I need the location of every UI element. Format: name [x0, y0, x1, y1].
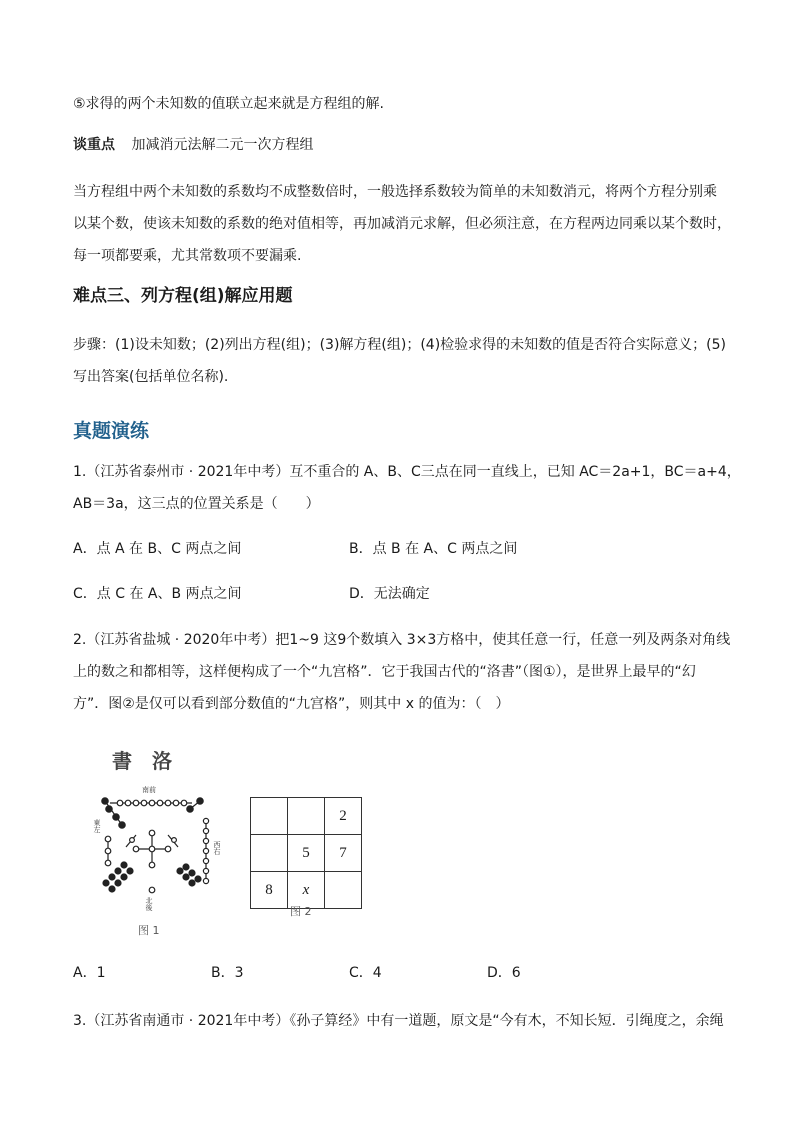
grid-cell-r1c3: 2 [339, 807, 347, 824]
grid-cell-r2c1 [251, 835, 287, 871]
grid-cell-r2c3: 7 [339, 844, 347, 861]
q3-line-1: 3.（江苏省南通市 · 2021年中考）《孙子算经》中有一道题，原文是“今有木，不知长短．引绳度之，余绳 [73, 1013, 724, 1029]
grid-cell-r3c3 [325, 872, 361, 908]
paragraph-line-2: 以某个数，使该未知数的系数的绝对值相等，再加减消元求解，但必须注意，在方程两边同乘以某个数时， [73, 216, 731, 232]
paragraph-line-1: 当方程组中两个未知数的系数均不成整数倍时，一般选择系数较为简单的未知数消元，将两个方程分别乘 [73, 184, 717, 200]
steps-line-1: 步骤：(1)设未知数；(2)列出方程(组)；(3)解方程(组)；(4)检验求得的未知数的值是否符合实际意义；(5) [73, 337, 727, 353]
magic-square-grid [250, 797, 362, 909]
grid-cell-r1c1 [251, 798, 287, 834]
section-title-practice: 真题演练 [73, 420, 150, 442]
q1-line-1: 1.（江苏省泰州市 · 2021年中考）互不重合的 A、B、C三点在同一直线上，已知 AC＝2a+1，BC＝a+4， [73, 464, 741, 480]
label-north: 北後 [145, 897, 153, 911]
section-title-difficulty3: 难点三、列方程(组)解应用题 [73, 286, 293, 306]
luoshu-diagram [92, 745, 222, 940]
focus-label: 谈重点 [73, 137, 115, 153]
paragraph-line-3: 每一项都要乘，尤其常数项不要漏乘. [73, 248, 302, 264]
label-east: 東左 [93, 819, 101, 833]
grid-cell-r3c2: x [302, 881, 310, 898]
caption-figure-2: 图 2 [290, 905, 312, 918]
q2-line-2: 上的数之和都相等，这样便构成了一个“九宫格”．它于我国古代的“洛書”（图①），是世界上最早的“幻 [73, 664, 696, 680]
focus-title: 加减消元法解二元一次方程组 [131, 137, 314, 153]
q2-option-b[interactable]: B．3 [211, 965, 244, 981]
label-south: 南前 [142, 786, 156, 794]
q2-line-1: 2.（江苏省盐城 · 2020年中考）把1~9 这9个数填入 3×3方格中，使其任意一行，任意一列及两条对角线 [73, 632, 731, 648]
step5-text: ⑤求得的两个未知数的值联立起来就是方程组的解. [73, 96, 384, 112]
grid-cell-r1c2 [288, 798, 324, 834]
luoshu-figure [92, 745, 222, 940]
focus-heading [73, 135, 313, 155]
grid-cell-r2c2: 5 [302, 844, 310, 861]
q1-option-a[interactable]: A．点 A 在 B、C 两点之间 [73, 541, 242, 557]
luoshu-title: 書 洛 [112, 749, 172, 773]
q2-line-3: 方”．图②是仅可以看到部分数值的“九宫格”，则其中 x 的值为：（ ） [73, 696, 510, 712]
q1-option-c[interactable]: C．点 C 在 A、B 两点之间 [73, 586, 242, 602]
q1-option-d[interactable]: D．无法确定 [349, 586, 430, 602]
caption-figure-1: 图 1 [138, 924, 160, 937]
q1-line-2: AB＝3a，这三点的位置关系是（ ） [73, 496, 320, 512]
q2-option-d[interactable]: D．6 [487, 965, 521, 981]
q2-option-c[interactable]: C．4 [349, 965, 382, 981]
grid-cell-r3c1: 8 [265, 881, 273, 898]
q1-option-b[interactable]: B．点 B 在 A、C 两点之间 [349, 541, 518, 557]
steps-line-2: 写出答案(包括单位名称). [73, 369, 229, 385]
q2-option-a[interactable]: A．1 [73, 965, 106, 981]
label-west: 西右 [213, 841, 221, 855]
